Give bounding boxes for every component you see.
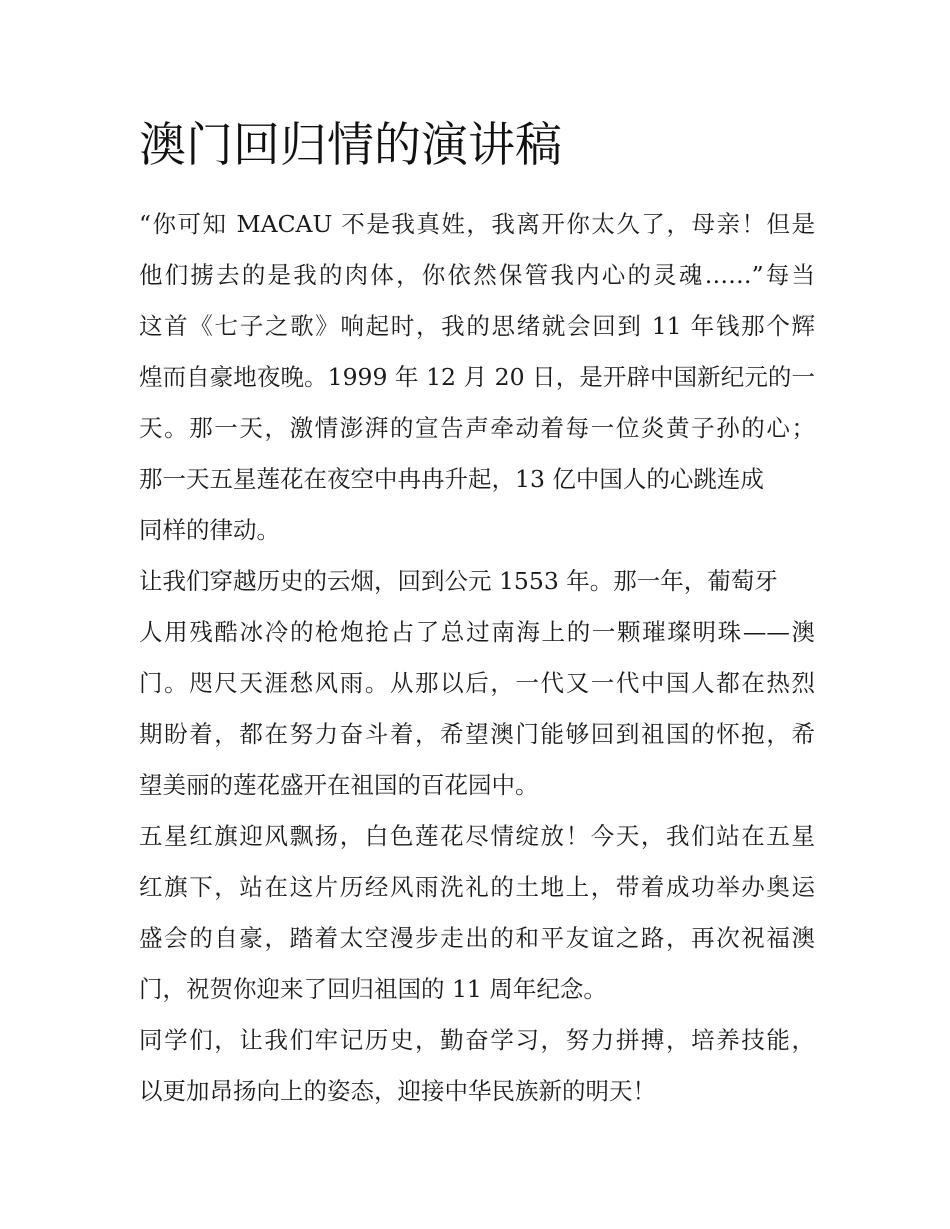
paragraph-line: 同学们，让我们牢记历史，勤奋学习，努力拼搏，培养技能， bbox=[139, 1026, 815, 1054]
paragraph-line: 同样的律动。 bbox=[139, 516, 280, 544]
paragraph-line: 红旗下，站在这片历经风雨洗礼的土地上，带着成功举办奥运 bbox=[139, 873, 815, 901]
paragraph-line: 门，祝贺你迎来了回归祖国的 11 周年纪念。 bbox=[139, 975, 607, 1003]
paragraph bbox=[139, 199, 815, 556]
paragraph-line: 门。咫尺天涯愁风雨。从那以后，一代又一代中国人都在热烈 bbox=[139, 669, 815, 697]
paragraph bbox=[139, 556, 815, 811]
paragraph-line: 他们掳去的是我的肉体，你依然保管我内心的灵魂……”每当 bbox=[139, 261, 815, 289]
paragraph-line: 望美丽的莲花盛开在祖国的百花园中。 bbox=[139, 771, 539, 799]
paragraph-line: 那一天五星莲花在夜空中冉冉升起，13 亿中国人的心跳连成 bbox=[139, 465, 764, 493]
paragraph-line: 盛会的自豪，踏着太空漫步走出的和平友谊之路，再次祝福澳 bbox=[139, 924, 815, 952]
paragraph-line: 人用残酷冰冷的枪炮抢占了总过南海上的一颗璀璨明珠——澳 bbox=[139, 618, 815, 646]
paragraph-line: 这首《七子之歌》响起时，我的思绪就会回到 11 年钱那个辉 bbox=[139, 312, 815, 340]
paragraph-line: 让我们穿越历史的云烟，回到公元 1553 年。那一年，葡萄牙 bbox=[139, 567, 778, 595]
paragraph-line: 煌而自豪地夜晚。1999 年 12 月 20 日，是开辟中国新纪元的一 bbox=[139, 363, 815, 391]
paragraph-line: 五星红旗迎风飘扬，白色莲花尽情绽放！今天，我们站在五星 bbox=[139, 822, 815, 850]
paragraph bbox=[139, 1015, 815, 1117]
paragraph-line: 天。那一天，激情澎湃的宣告声牵动着每一位炎黄子孙的心； bbox=[139, 414, 815, 442]
paragraph bbox=[139, 811, 815, 1015]
paragraph-line: 以更加昂扬向上的姿态，迎接中华民族新的明天！ bbox=[139, 1077, 656, 1105]
paragraph-line: 期盼着，都在努力奋斗着，希望澳门能够回到祖国的怀抱，希 bbox=[139, 720, 815, 748]
document-title: 澳门回归情的演讲稿 bbox=[139, 118, 562, 173]
document-body bbox=[139, 199, 815, 1117]
paragraph-line: “你可知 MACAU 不是我真姓，我离开你太久了，母亲！但是 bbox=[139, 210, 815, 238]
